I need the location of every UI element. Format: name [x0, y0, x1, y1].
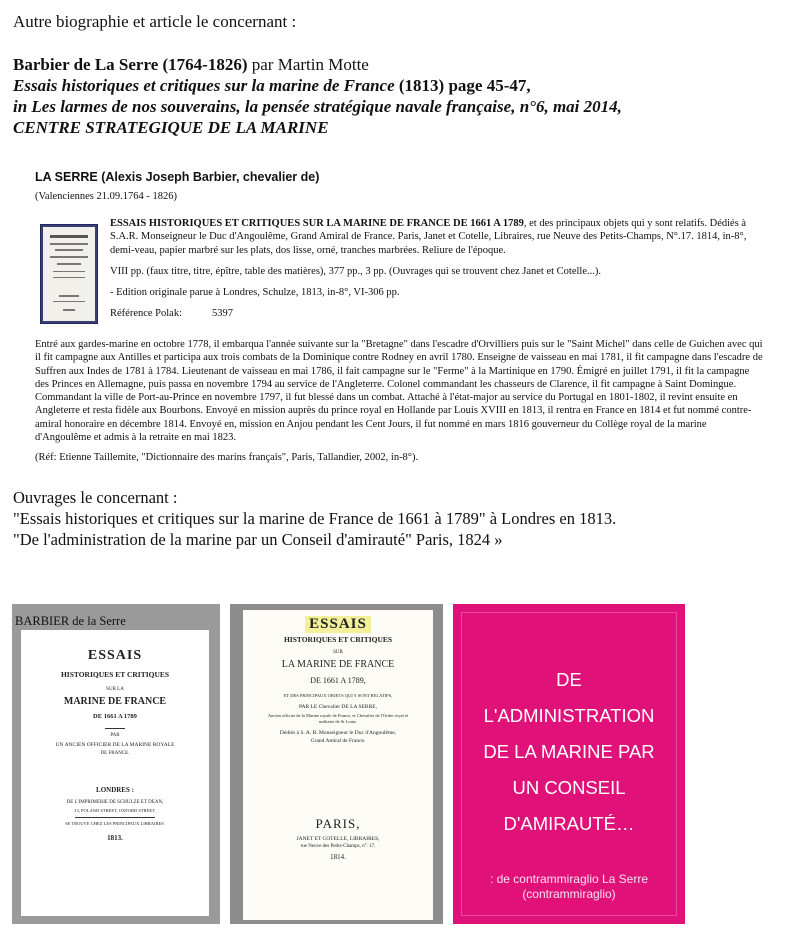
intro-line: Autre biographie et article le concernant :: [13, 12, 297, 31]
works-item-2: "De l'administration de la marine par un Conseil d'amirauté" Paris, 1824 »: [13, 530, 503, 549]
notice-title: LA SERRE (Alexis Joseph Barbier, chevalier de): [35, 170, 320, 184]
cover-1-t12: SE TROUVE CHEZ LES PRINCIPAUX LIBRAIRES.: [65, 821, 165, 826]
article-heading: [13, 54, 622, 138]
cover-1-t2: HISTORIQUES ET CRITIQUES: [60, 670, 170, 679]
book-year-pages: (1813) page 45-47,: [394, 76, 531, 95]
cover-2-t11: PARIS,: [315, 816, 361, 831]
notice-pages: VIII pp. (faux titre, titre, épître, table des matières), 377 pp., 3 pp. (Ouvrages qui se trouvent chez Janet et Cotelle...).: [110, 265, 602, 277]
notice-book-title: ESSAIS HISTORIQUES ET CRITIQUES SUR LA MARINE DE FRANCE DE 1661 A 1789: [110, 218, 524, 229]
cover-2-t1: ESSAIS: [305, 616, 371, 633]
cover-2-t8: Ancien officier de la Marine royale de France, et Chevalier de l'Ordre royal et militaire de St Louis.: [267, 713, 409, 724]
cover-1-t5: DE 1661 A 1789: [93, 713, 137, 720]
notice-book-desc: , et des principaux objets qui y sont relatifs. Dédiés à S.A.R. Monseigneur le Duc d'Angoulême, Grand Amiral de France. Paris, Janet et Cotelle, Libraires, rue Neuve des Petits-Champs, N°.17. 1814, in-8°, demi-veau, papier marbré sur les plats, dos lisse, orné, tranches marbrées. Reliure de l'époque.: [110, 218, 747, 256]
cover-1-t11: 13, POLAND STREET, OXFORD STREET.: [74, 808, 156, 813]
notice-ref-value: 5397: [212, 308, 234, 320]
cover-1-tag: BARBIER de la Serre: [15, 614, 126, 628]
cover-3-title: [453, 662, 685, 842]
cover-3-title-line: D'AMIRAUTÉ…: [503, 813, 635, 834]
cover-3: [453, 604, 685, 924]
cover-1-t3: SUR LA: [106, 687, 124, 692]
notice-description: [110, 217, 760, 321]
cover-2-t12: JANET ET COTELLE, LIBRAIRES,: [296, 836, 380, 842]
cover-1-t6: PAR: [110, 733, 120, 738]
cover-2-t2: HISTORIQUES ET CRITIQUES: [283, 635, 393, 644]
cover-3-title-line: DE: [556, 669, 582, 690]
works-section: [13, 487, 616, 550]
cover-2-t13: rue Neuve des Petits-Champs, n°. 17.: [300, 844, 376, 849]
cover-2-t9: Dédiés à S. A. R. Monseigneur le Duc d'Angoulême,: [279, 730, 397, 736]
notice-edition: - Edition originale parue à Londres, Schulze, 1813, in-8°, VI-306 pp.: [110, 287, 400, 299]
cover-1-t8: DE FRANCE.: [100, 751, 130, 756]
cover-1-t9: LONDRES :: [96, 786, 134, 794]
cover-2-panel: [230, 604, 443, 924]
works-item-1: "Essais historiques et critiques sur la marine de France de 1661 à 1789" à Londres en 1813.: [13, 509, 617, 528]
cover-3-author-line: (contrammiraglio): [522, 887, 616, 901]
cover-2-t7: PAR LE Chevalier DE LA SERRE,: [298, 704, 378, 710]
cover-2-t10: Grand Amiral de France.: [310, 738, 366, 744]
cover-2-t4: LA MARINE DE FRANCE: [281, 659, 395, 670]
cover-3-title-line: L'ADMINISTRATION: [483, 705, 655, 726]
notice-source: (Réf: Etienne Taillemite, "Dictionnaire des marins français", Paris, Tallandier, 2002, in-8°).: [35, 452, 419, 463]
cover-3-title-line: UN CONSEIL: [512, 777, 626, 798]
book-title: Essais historiques et critiques sur la marine de France: [13, 76, 395, 95]
publisher-line: CENTRE STRATEGIQUE DE LA MARINE: [13, 118, 329, 137]
bookseller-notice: [35, 170, 763, 463]
cover-2-t5: DE 1661 A 1789,: [310, 676, 366, 685]
cover-1-page: [21, 630, 209, 916]
cover-1-t13: 1813.: [107, 834, 123, 842]
notice-ref-label: Référence Polak:: [110, 308, 183, 320]
article-author: par Martin Motte: [247, 55, 369, 74]
cover-1-t7: UN ANCIEN OFFICIER DE LA MARINE ROYALE: [55, 742, 175, 748]
book-thumbnail: [40, 224, 98, 324]
cover-2-t6: ET DES PRINCIPAUX OBJETS QUI Y SONT RELATIFS,: [283, 693, 393, 698]
cover-1-t10: DE L'IMPRIMERIE DE SCHULZE ET DEAN,: [66, 800, 164, 805]
cover-1-panel: [12, 604, 220, 924]
works-heading: Ouvrages le concernant :: [13, 488, 178, 507]
notice-biography: Entré aux gardes-marine en octobre 1778, il embarqua l'année suivante sur la "Bretagne" dans l'escadre d'Orvilliers puis sur le "Saint Michel" dans celle de Guichen avec qui il fit campagne aux Antilles et participa aux trois combats de la Dominique contre Rodney en avril 1780. Enseigne de vaisseau en mai 1781, il fit campagne dans l'escadre de Suffren aux Indes de 1781 à 1784. Lieutenant de vaisseau en mai 1786, il fait campagne sur le "Ferme" à la Martinique en 1790. Émigré en juillet 1791, il fit la campagne des Princes en Allemagne, puis passa en novembre 1794 au service de l'Angleterre. Colonel commandant les chasseurs de Clarence, il fit campagne à Saint Domingue. Commandant la ville de Port-au-Prince en novembre 1797, il fut blessé dans un combat. Attaché à l'état-major au service du Portugal en 1801-1802, il revint ensuite en Angleterre et resta fidèle aux Bourbons. Envoyé en mission auprès du prince royal en Hollande par Louis XVIII en 1813, il rentra en France en 1814 et fut nommé contre-amiral honoraire en décembre 1814. Envoyé en, mission en Anjou pendant les Cent Jours, il fut nommé en mars 1816 gouverneur du Collège royal de la marine d'Angoulême et admis à la retraite en mai 1823.: [35, 339, 763, 444]
publication-line: in Les larmes de nos souverains, la pensée stratégique navale française, n°6, mai 2014,: [13, 97, 622, 116]
cover-3-title-line: DE LA MARINE PAR: [483, 741, 655, 762]
notice-dates: (Valenciennes 21.09.1764 - 1826): [35, 191, 178, 203]
cover-3-author: [453, 872, 685, 902]
cover-2-t3: SUR: [333, 650, 343, 655]
cover-1-t4: MARINE DE FRANCE: [63, 696, 167, 707]
cover-3-author-line: : de contrammiraglio La Serre: [489, 872, 649, 886]
cover-2-t14: 1814.: [330, 853, 346, 861]
cover-2-page: [243, 610, 433, 920]
cover-1-t1: ESSAIS: [87, 648, 143, 663]
article-title: Barbier de La Serre (1764-1826): [13, 55, 248, 74]
